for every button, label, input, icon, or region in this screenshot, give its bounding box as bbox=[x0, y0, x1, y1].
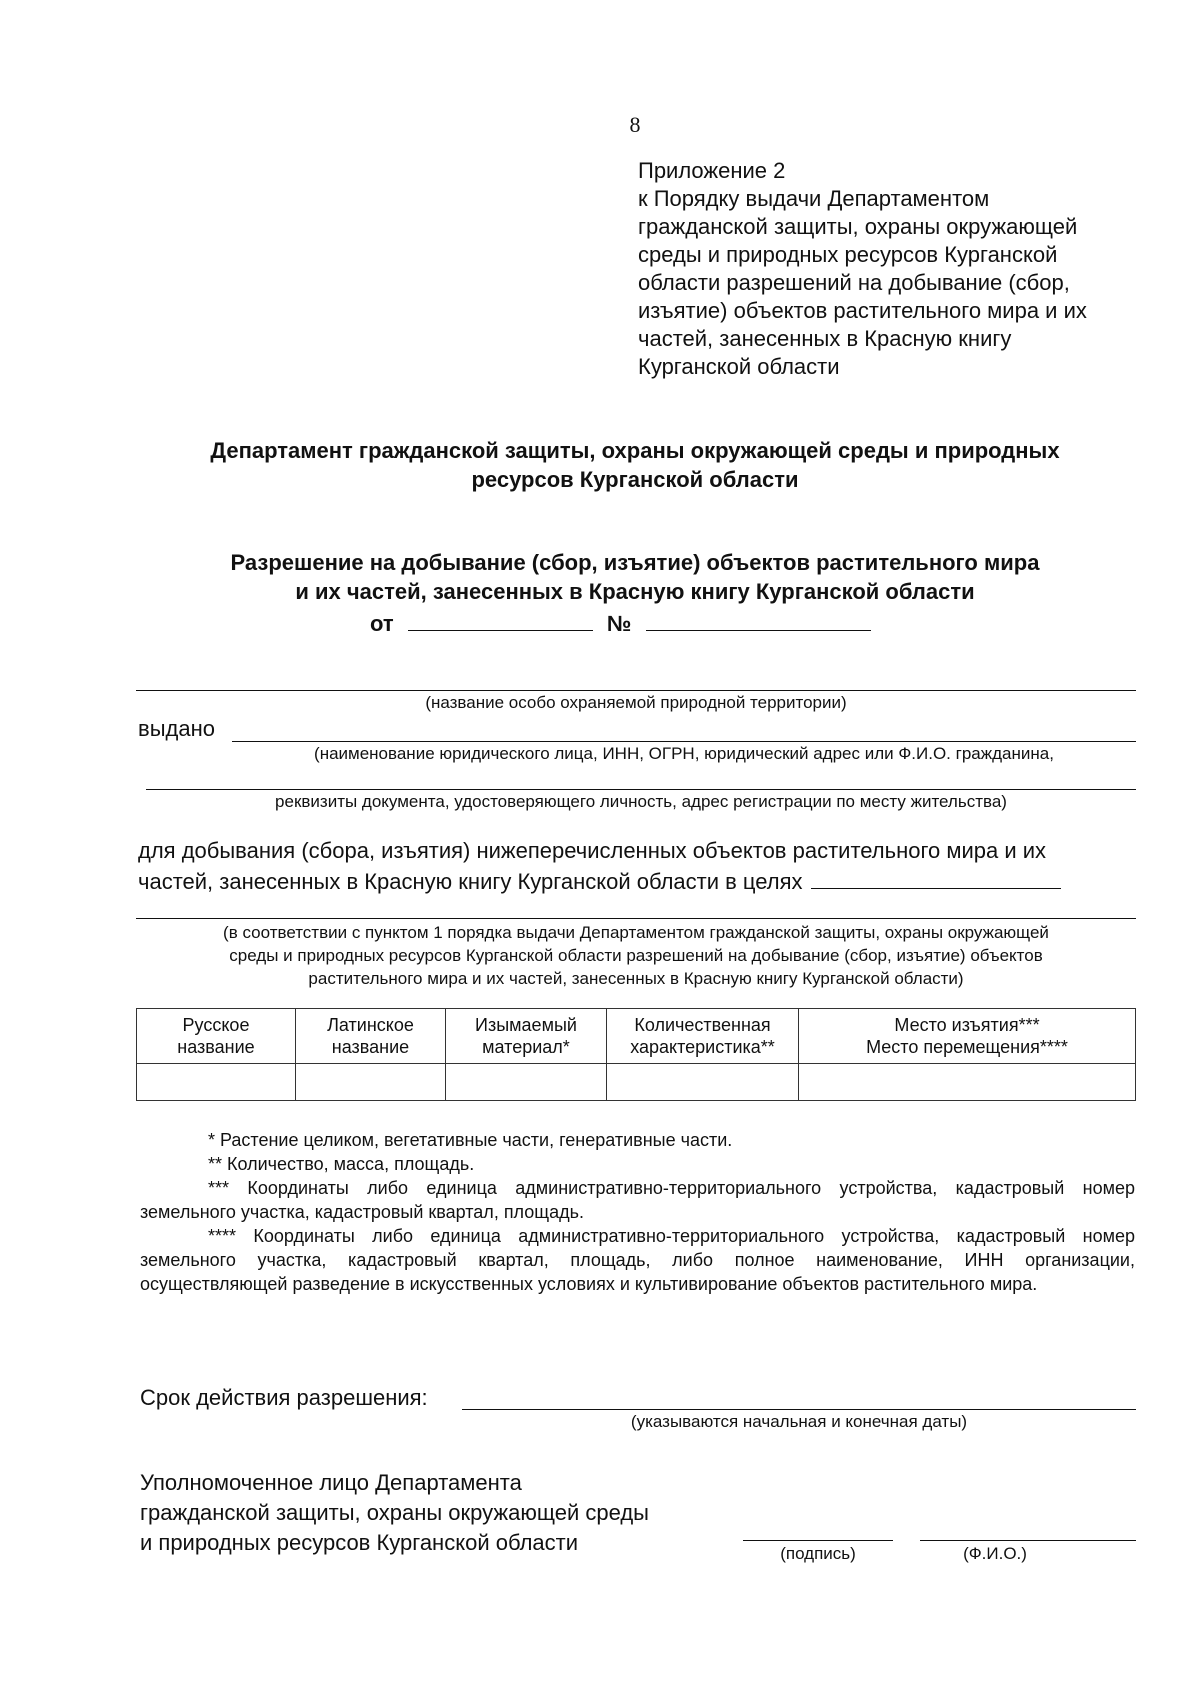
permit-title bbox=[135, 548, 1135, 606]
purpose-caption-line: среды и природных ресурсов Курганской области разрешений на добывание (сбор, изъятие) объектов bbox=[229, 946, 1043, 965]
territory-caption: (название особо охраняемой природной территории) bbox=[425, 693, 847, 712]
number-field[interactable] bbox=[646, 608, 871, 631]
purpose-caption bbox=[136, 921, 1136, 990]
column-russian-name: Русское название bbox=[137, 1009, 296, 1064]
signatory-line: и природных ресурсов Курганской области bbox=[140, 1530, 579, 1555]
purpose-field[interactable] bbox=[811, 866, 1061, 889]
from-label: от bbox=[370, 611, 394, 636]
footnote: **** Координаты либо единица административно-территориального устройства, кадастровый номер земельного участка, кадастровый квартал, площадь, либо полное наименование, ИНН организации, осуществляющей разведение в искусственных условиях и культивирование объектов растительного мира. bbox=[140, 1226, 1135, 1294]
annex-line: Приложение 2 bbox=[638, 158, 786, 183]
issued-field[interactable] bbox=[232, 741, 1136, 742]
table-cell[interactable] bbox=[296, 1064, 446, 1101]
footnote: *** Координаты либо единица административно-территориального устройства, кадастровый номер земельного участка, кадастровый квартал, площадь. bbox=[140, 1178, 1135, 1222]
column-quantity: Количественная характеристика** bbox=[607, 1009, 799, 1064]
table-cell[interactable] bbox=[799, 1064, 1136, 1101]
signatory-line: Уполномоченное лицо Департамента bbox=[140, 1470, 522, 1495]
department-title-line: Департамент гражданской защиты, охраны окружающей среды и природных bbox=[210, 438, 1060, 463]
issued-label: выдано bbox=[138, 716, 215, 741]
annex-line: среды и природных ресурсов Курганской bbox=[638, 242, 1058, 267]
signature-field[interactable] bbox=[743, 1540, 893, 1541]
purpose-line-2 bbox=[138, 866, 1061, 895]
table-header-row bbox=[137, 1009, 1136, 1064]
annex-line: изъятие) объектов растительного мира и их bbox=[638, 298, 1087, 323]
signatory-line: гражданской защиты, охраны окружающей среды bbox=[140, 1500, 649, 1525]
table-row bbox=[137, 1064, 1136, 1101]
date-field[interactable] bbox=[408, 608, 593, 631]
purpose-text: частей, занесенных в Красную книгу Курганской области в целях bbox=[138, 869, 803, 894]
signatory-block bbox=[140, 1468, 649, 1558]
plants-table bbox=[136, 1008, 1136, 1101]
footnotes bbox=[140, 1128, 1135, 1296]
annex-header bbox=[638, 157, 1138, 381]
signature-caption: (подпись) bbox=[780, 1544, 856, 1563]
date-number-line bbox=[370, 608, 871, 637]
table-cell[interactable] bbox=[607, 1064, 799, 1101]
annex-line: частей, занесенных в Красную книгу bbox=[638, 326, 1012, 351]
validity-field[interactable] bbox=[462, 1409, 1136, 1410]
table-cell[interactable] bbox=[137, 1064, 296, 1101]
annex-line: области разрешений на добывание (сбор, bbox=[638, 270, 1070, 295]
column-latin-name: Латинское название bbox=[296, 1009, 446, 1064]
footnote: * Растение целиком, вегетативные части, генеративные части. bbox=[208, 1130, 733, 1150]
issued-caption-2: реквизиты документа, удостоверяющего личность, адрес регистрации по месту жительства) bbox=[275, 792, 1007, 811]
name-field[interactable] bbox=[920, 1540, 1136, 1541]
validity-caption: (указываются начальная и конечная даты) bbox=[630, 1412, 968, 1431]
issued-caption: (наименование юридического лица, ИНН, ОГРН, юридический адрес или Ф.И.О. гражданина, bbox=[314, 744, 1054, 763]
department-title-line: ресурсов Курганской области bbox=[471, 467, 799, 492]
name-caption: (Ф.И.О.) bbox=[963, 1544, 1027, 1563]
purpose-caption-line: (в соответствии с пунктом 1 порядка выдачи Департаментом гражданской защиты, охраны окружающей bbox=[223, 923, 1049, 942]
page-number: 8 bbox=[629, 112, 641, 137]
annex-line: к Порядку выдачи Департаментом bbox=[638, 186, 990, 211]
validity-label: Срок действия разрешения: bbox=[140, 1385, 428, 1410]
table-cell[interactable] bbox=[446, 1064, 607, 1101]
purpose-line-1: для добывания (сбора, изъятия) нижеперечисленных объектов растительного мира и их bbox=[138, 838, 1047, 863]
department-title bbox=[135, 436, 1135, 494]
territory-field[interactable] bbox=[136, 690, 1136, 691]
purpose-caption-line: растительного мира и их частей, занесенных в Красную книгу Курганской области) bbox=[308, 969, 964, 988]
number-label: № bbox=[606, 611, 632, 636]
issued-field-2[interactable] bbox=[146, 789, 1136, 790]
annex-line: Курганской области bbox=[638, 354, 840, 379]
footnote: ** Количество, масса, площадь. bbox=[208, 1154, 475, 1174]
permit-title-line: и их частей, занесенных в Красную книгу Курганской области bbox=[295, 579, 975, 604]
purpose-field-2[interactable] bbox=[136, 918, 1136, 919]
permit-title-line: Разрешение на добывание (сбор, изъятие) объектов растительного мира bbox=[230, 550, 1040, 575]
column-location: Место изъятия*** Место перемещения**** bbox=[799, 1009, 1136, 1064]
annex-line: гражданской защиты, охраны окружающей bbox=[638, 214, 1078, 239]
column-material: Изымаемый материал* bbox=[446, 1009, 607, 1064]
